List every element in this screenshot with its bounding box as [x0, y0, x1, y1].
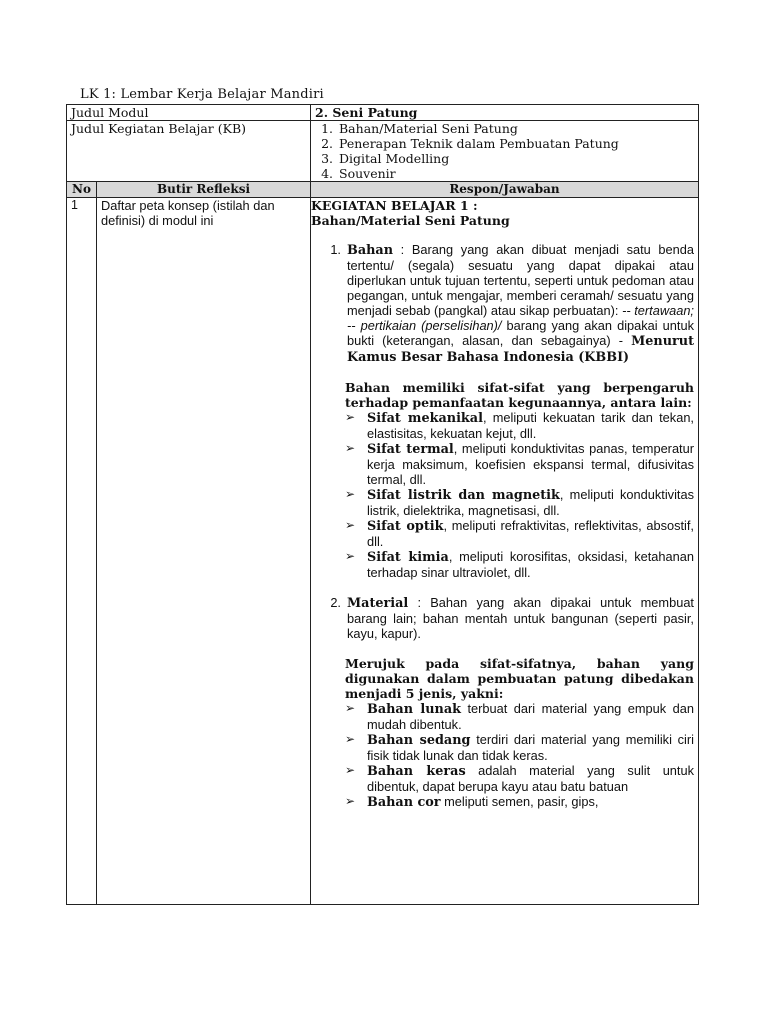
kb-item: 3. Digital Modelling: [337, 151, 694, 166]
row-response: [311, 198, 699, 905]
term: Sifat listrik dan magnetik: [367, 488, 560, 503]
desc: meliputi semen, pasir, gips,: [440, 794, 599, 809]
kb-heading-1: KEGIATAN BELAJAR 1 :: [311, 198, 478, 213]
list-item: [345, 732, 694, 763]
table-header-row: [67, 182, 699, 198]
term: Bahan cor: [367, 795, 441, 810]
term: Bahan keras: [367, 764, 466, 779]
definition-text-2: barang yang akan dipakai untuk bukti (keterangan, alasan, dan sebagainya) -: [347, 318, 694, 348]
list-item: [345, 410, 694, 441]
definition-text: : Bahan yang akan dipakai untuk membuat barang lain; bahan mentah untuk bangunan (seperti pasir, kayu, kapur).: [347, 595, 694, 641]
module-label: Judul Modul: [67, 105, 311, 121]
arrow-bullet-icon: ➢: [345, 763, 356, 777]
definition-source: Menurut Kamus Besar Bahasa Indonesia (KBBI): [347, 334, 694, 365]
document-title: LK 1: Lembar Kerja Belajar Mandiri: [80, 87, 324, 102]
header-respon: Respon/Jawaban: [311, 182, 699, 198]
term: Sifat mekanikal: [367, 411, 483, 426]
definition-italic: -- tertawaan; -- pertikaian (perselisihan)/: [347, 303, 694, 333]
term: Sifat kimia: [367, 550, 449, 565]
module-value: 2. Seni Patung: [311, 105, 699, 121]
term: Bahan sedang: [367, 733, 471, 748]
jenis-list: [315, 701, 694, 810]
term: Sifat optik: [367, 519, 444, 534]
desc: adalah material yang sulit untuk dibentuk, dapat berupa kayu atau batu batuan: [367, 763, 694, 794]
list-item: [345, 794, 694, 810]
arrow-bullet-icon: ➢: [345, 518, 356, 532]
desc: , meliputi korosifitas, oksidasi, ketahanan terhadap sinar ultraviolet, dll.: [367, 549, 695, 580]
term: Bahan lunak: [367, 702, 461, 717]
sifat-intro: Bahan memiliki sifat-sifat yang berpengaruh terhadap pemanfaatan kegunaannya, antara lain:: [345, 380, 694, 410]
arrow-bullet-icon: ➢: [345, 732, 356, 746]
kb-list: [315, 121, 694, 181]
list-item: [345, 518, 694, 549]
desc: , meliputi konduktivitas listrik, dielektrika, magnetisasi, dll.: [367, 487, 694, 518]
term: Bahan: [347, 243, 394, 258]
term: Material: [347, 596, 409, 611]
kb-heading-2: Bahan/Material Seni Patung: [311, 213, 510, 228]
arrow-bullet-icon: ➢: [345, 487, 356, 501]
list-item: [345, 763, 694, 794]
row-butir: Daftar peta konsep (istilah dan definisi) di modul ini: [97, 198, 311, 905]
list-item: [345, 549, 694, 580]
item-number: 1.: [330, 242, 341, 257]
kb-label: Judul Kegiatan Belajar (KB): [67, 121, 311, 182]
arrow-bullet-icon: ➢: [345, 701, 356, 715]
definition-bahan: [315, 242, 694, 365]
kb-item: 4. Souvenir: [337, 166, 694, 181]
item-number: 2.: [330, 595, 341, 610]
sifat-list: [315, 410, 694, 580]
list-item: [345, 441, 694, 487]
term: Sifat termal: [367, 442, 454, 457]
kb-item: 1. Bahan/Material Seni Patung: [337, 121, 694, 136]
header-no: No: [67, 182, 97, 198]
kb-row: [67, 121, 699, 182]
definition-text: : Barang yang akan dibuat menjadi satu benda tertentu/ (segala) sesuatu yang dapat dipakai atau diperlukan untuk tujuan tertentu, seperti untuk pedoman atau pegangan, untuk mengajar, memberi ceramah/ sesuatu yang menjadi sebab (pangkal) atau sikap perbuatan):: [347, 242, 694, 318]
kb-list-cell: [311, 121, 699, 182]
desc: terdiri dari material yang memiliki ciri fisik tidak lunak dan tidak keras.: [367, 732, 694, 763]
arrow-bullet-icon: ➢: [345, 549, 356, 563]
arrow-bullet-icon: ➢: [345, 441, 356, 455]
definition-material: [315, 595, 694, 641]
desc: , meliputi kekuatan tarik dan tekan, elastisitas, kekuatan kejut, dll.: [367, 410, 694, 441]
header-butir: Butir Refleksi: [97, 182, 311, 198]
module-row: [67, 105, 699, 121]
arrow-bullet-icon: ➢: [345, 794, 356, 808]
desc: , meliputi konduktivitas panas, temperatur kerja maksimum, koefisien ekspansi termal, difusivitas termal, dll.: [367, 441, 694, 487]
list-item: [345, 701, 694, 732]
kb-item: 2. Penerapan Teknik dalam Pembuatan Patung: [337, 136, 694, 151]
desc: , meliputi refraktivitas, reflektivitas, absostif, dll.: [367, 518, 694, 549]
list-item: [345, 487, 694, 518]
row-number: 1: [67, 198, 97, 905]
table-row: [67, 198, 699, 905]
desc: terbuat dari material yang empuk dan mudah dibentuk.: [367, 701, 694, 732]
jenis-intro: Merujuk pada sifat-sifatnya, bahan yang digunakan dalam pembuatan patung dibedakan menjadi 5 jenis, yakni:: [345, 656, 694, 701]
worksheet-table: [66, 104, 699, 905]
arrow-bullet-icon: ➢: [345, 410, 356, 424]
definition-body: [347, 242, 694, 365]
definition-body: [347, 595, 694, 641]
